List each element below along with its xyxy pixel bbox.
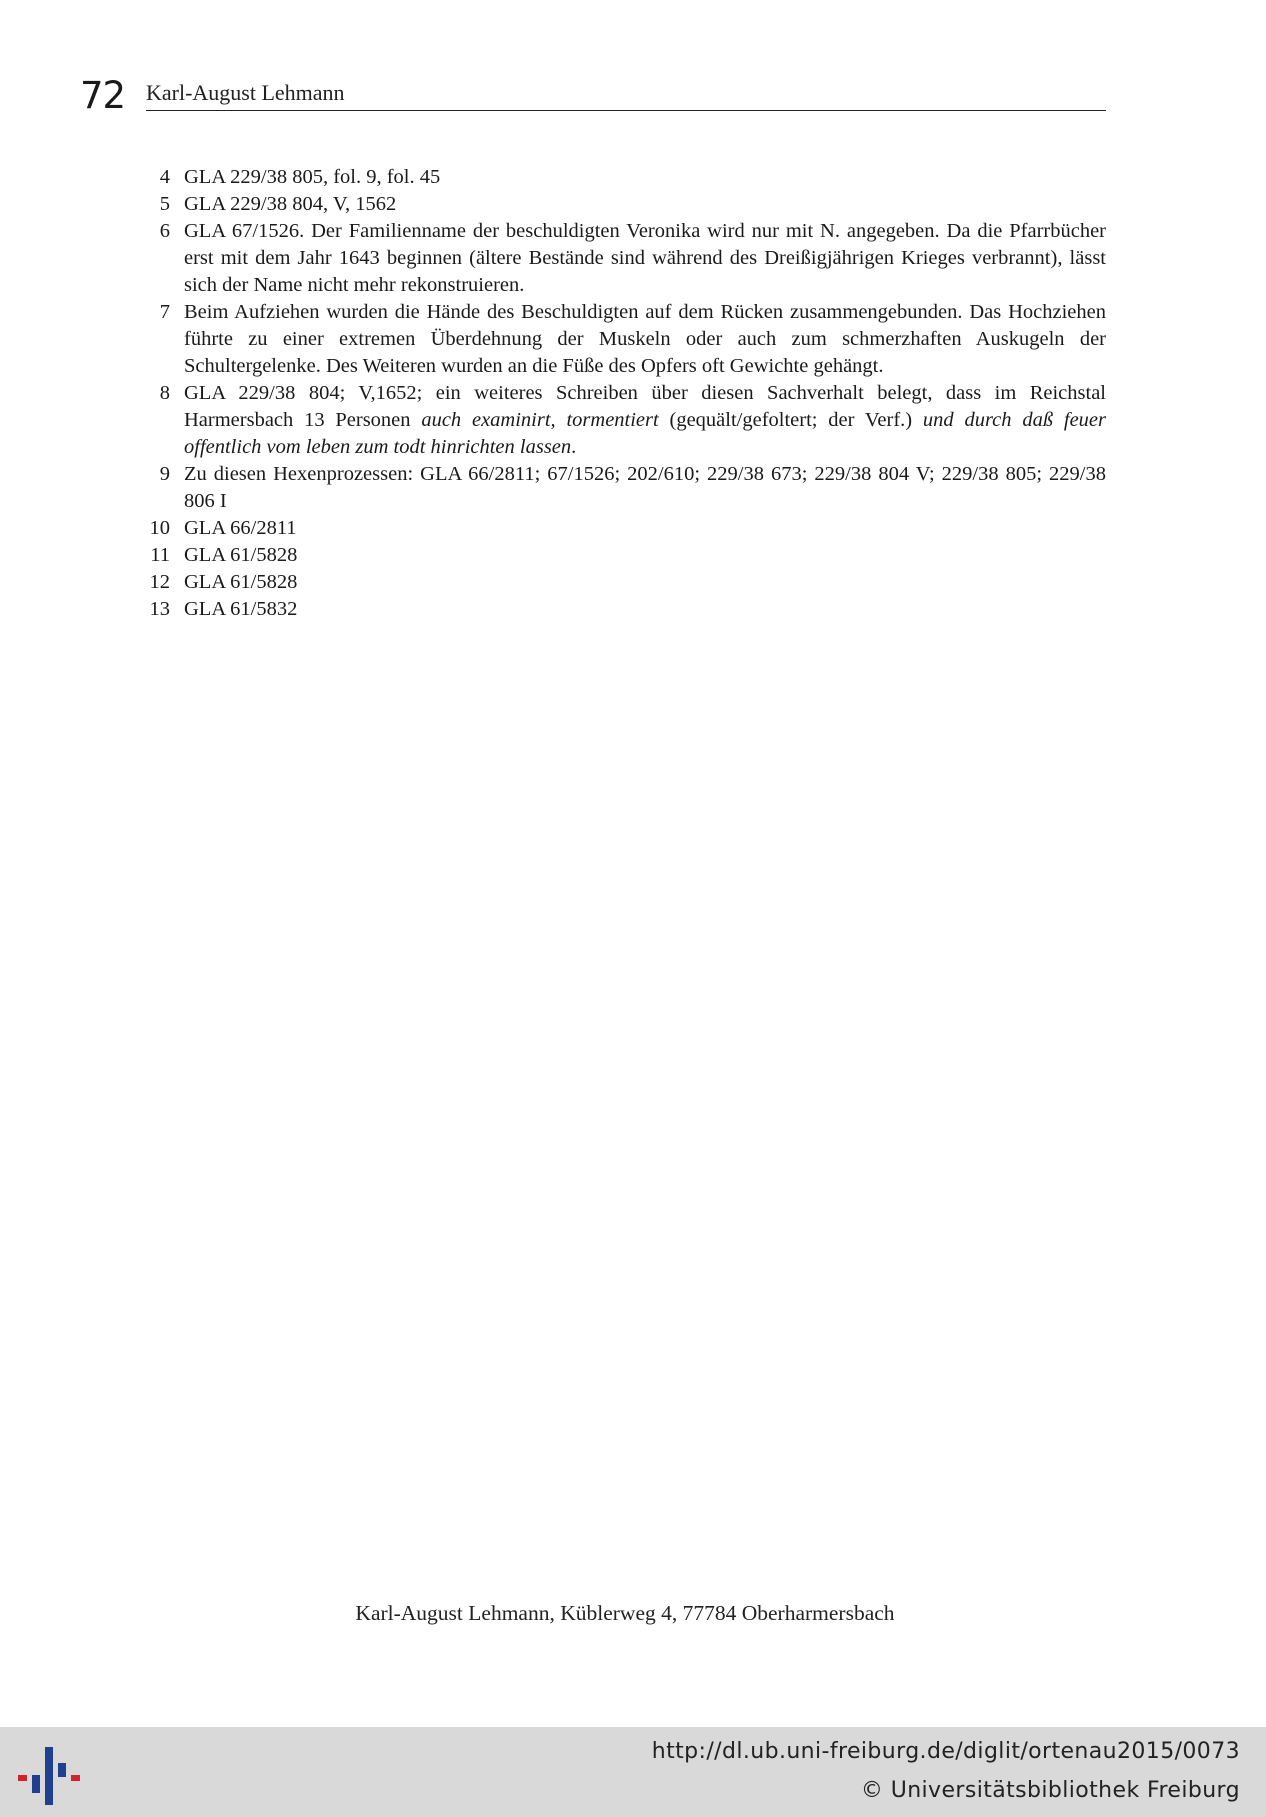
footnote-number: 7 (159, 301, 170, 323)
footnote-text: (gequält/gefoltert; der Verf.) (658, 409, 923, 431)
header-rule (146, 110, 1106, 111)
footnote-text: GLA 61/5832 (184, 598, 298, 620)
page-number: 72 (80, 74, 126, 117)
footnote-text: GLA 229/38 805, fol. 9, fol. 45 (184, 166, 441, 188)
footnotes-list (140, 164, 1106, 623)
footnote-number: 4 (159, 166, 170, 188)
footnote-number: 13 (149, 598, 170, 620)
footnote-text: . (571, 436, 577, 458)
footnote-quote: und durch daß feuer offentlich vom leben zum todt hinrichten lassen (184, 409, 1106, 458)
footnote-text: GLA 61/5828 (184, 571, 298, 593)
footnote-10 (140, 515, 1106, 542)
running-head: Karl-August Lehmann (146, 80, 345, 105)
footnote-number: 5 (159, 193, 170, 215)
footnote-5 (140, 191, 1106, 218)
footnote-number: 6 (159, 220, 170, 242)
source-url[interactable]: http://dl.ub.uni-freiburg.de/diglit/ortenau2015/0073 (651, 1739, 1240, 1764)
footnote-number: 10 (149, 517, 170, 539)
footnote-text: GLA 67/1526. Der Familienname der beschuldigten Veronika wird nur mit N. angegeben. Da die Pfarrbücher erst mit dem Jahr 1643 beginnen (ältere Bestände sind während des Dreißigjährigen Krieges verbrannt), lässt sich der Name nicht mehr rekonstruieren. (184, 220, 1106, 296)
footnote-11 (140, 542, 1106, 569)
footnote-8 (140, 380, 1106, 461)
footnote-number: 8 (159, 382, 170, 404)
footnote-number: 12 (149, 571, 170, 593)
footnote-text: Beim Aufziehen wurden die Hände des Beschuldigten auf dem Rücken zusammengebunden. Das Hochziehen führte zu einer extremen Überdehnung der Muskeln oder auch zum schmerzhaften Auskugeln der Schultergelenke. Des Weiteren wurden an die Füße des Opfers oft Gewichte gehängt. (184, 301, 1106, 377)
footnote-4 (140, 164, 1106, 191)
footnote-12 (140, 569, 1106, 596)
footnote-9 (140, 461, 1106, 515)
footnote-number: 9 (159, 463, 170, 485)
author-address: Karl-August Lehmann, Küblerweg 4, 77784 Oberharmersbach (355, 1601, 895, 1625)
footnote-text: GLA 229/38 804, V, 1562 (184, 193, 397, 215)
ub-freiburg-logo-icon (16, 1741, 82, 1807)
footnote-text: GLA 61/5828 (184, 544, 298, 566)
footnote-text: GLA 229/38 804; V,1652; ein weiteres Schreiben über diesen Sachverhalt belegt, dass im Reichstal Harmersbach 13 Personen (184, 382, 1106, 431)
footer-bar (0, 1727, 1266, 1817)
footnote-quote: auch examinirt, tormentiert (421, 409, 659, 431)
copyright-notice: © Universitätsbibliothek Freiburg (860, 1778, 1240, 1803)
footnote-text: Zu diesen Hexenprozessen: GLA 66/2811; 67/1526; 202/610; 229/38 673; 229/38 804 V; 229/38 805; 229/38 806 I (184, 463, 1106, 512)
footnote-13 (140, 596, 1106, 623)
footnote-6 (140, 218, 1106, 299)
footnote-7 (140, 299, 1106, 380)
footnote-text: GLA 66/2811 (184, 517, 297, 539)
footnote-number: 11 (150, 544, 170, 566)
